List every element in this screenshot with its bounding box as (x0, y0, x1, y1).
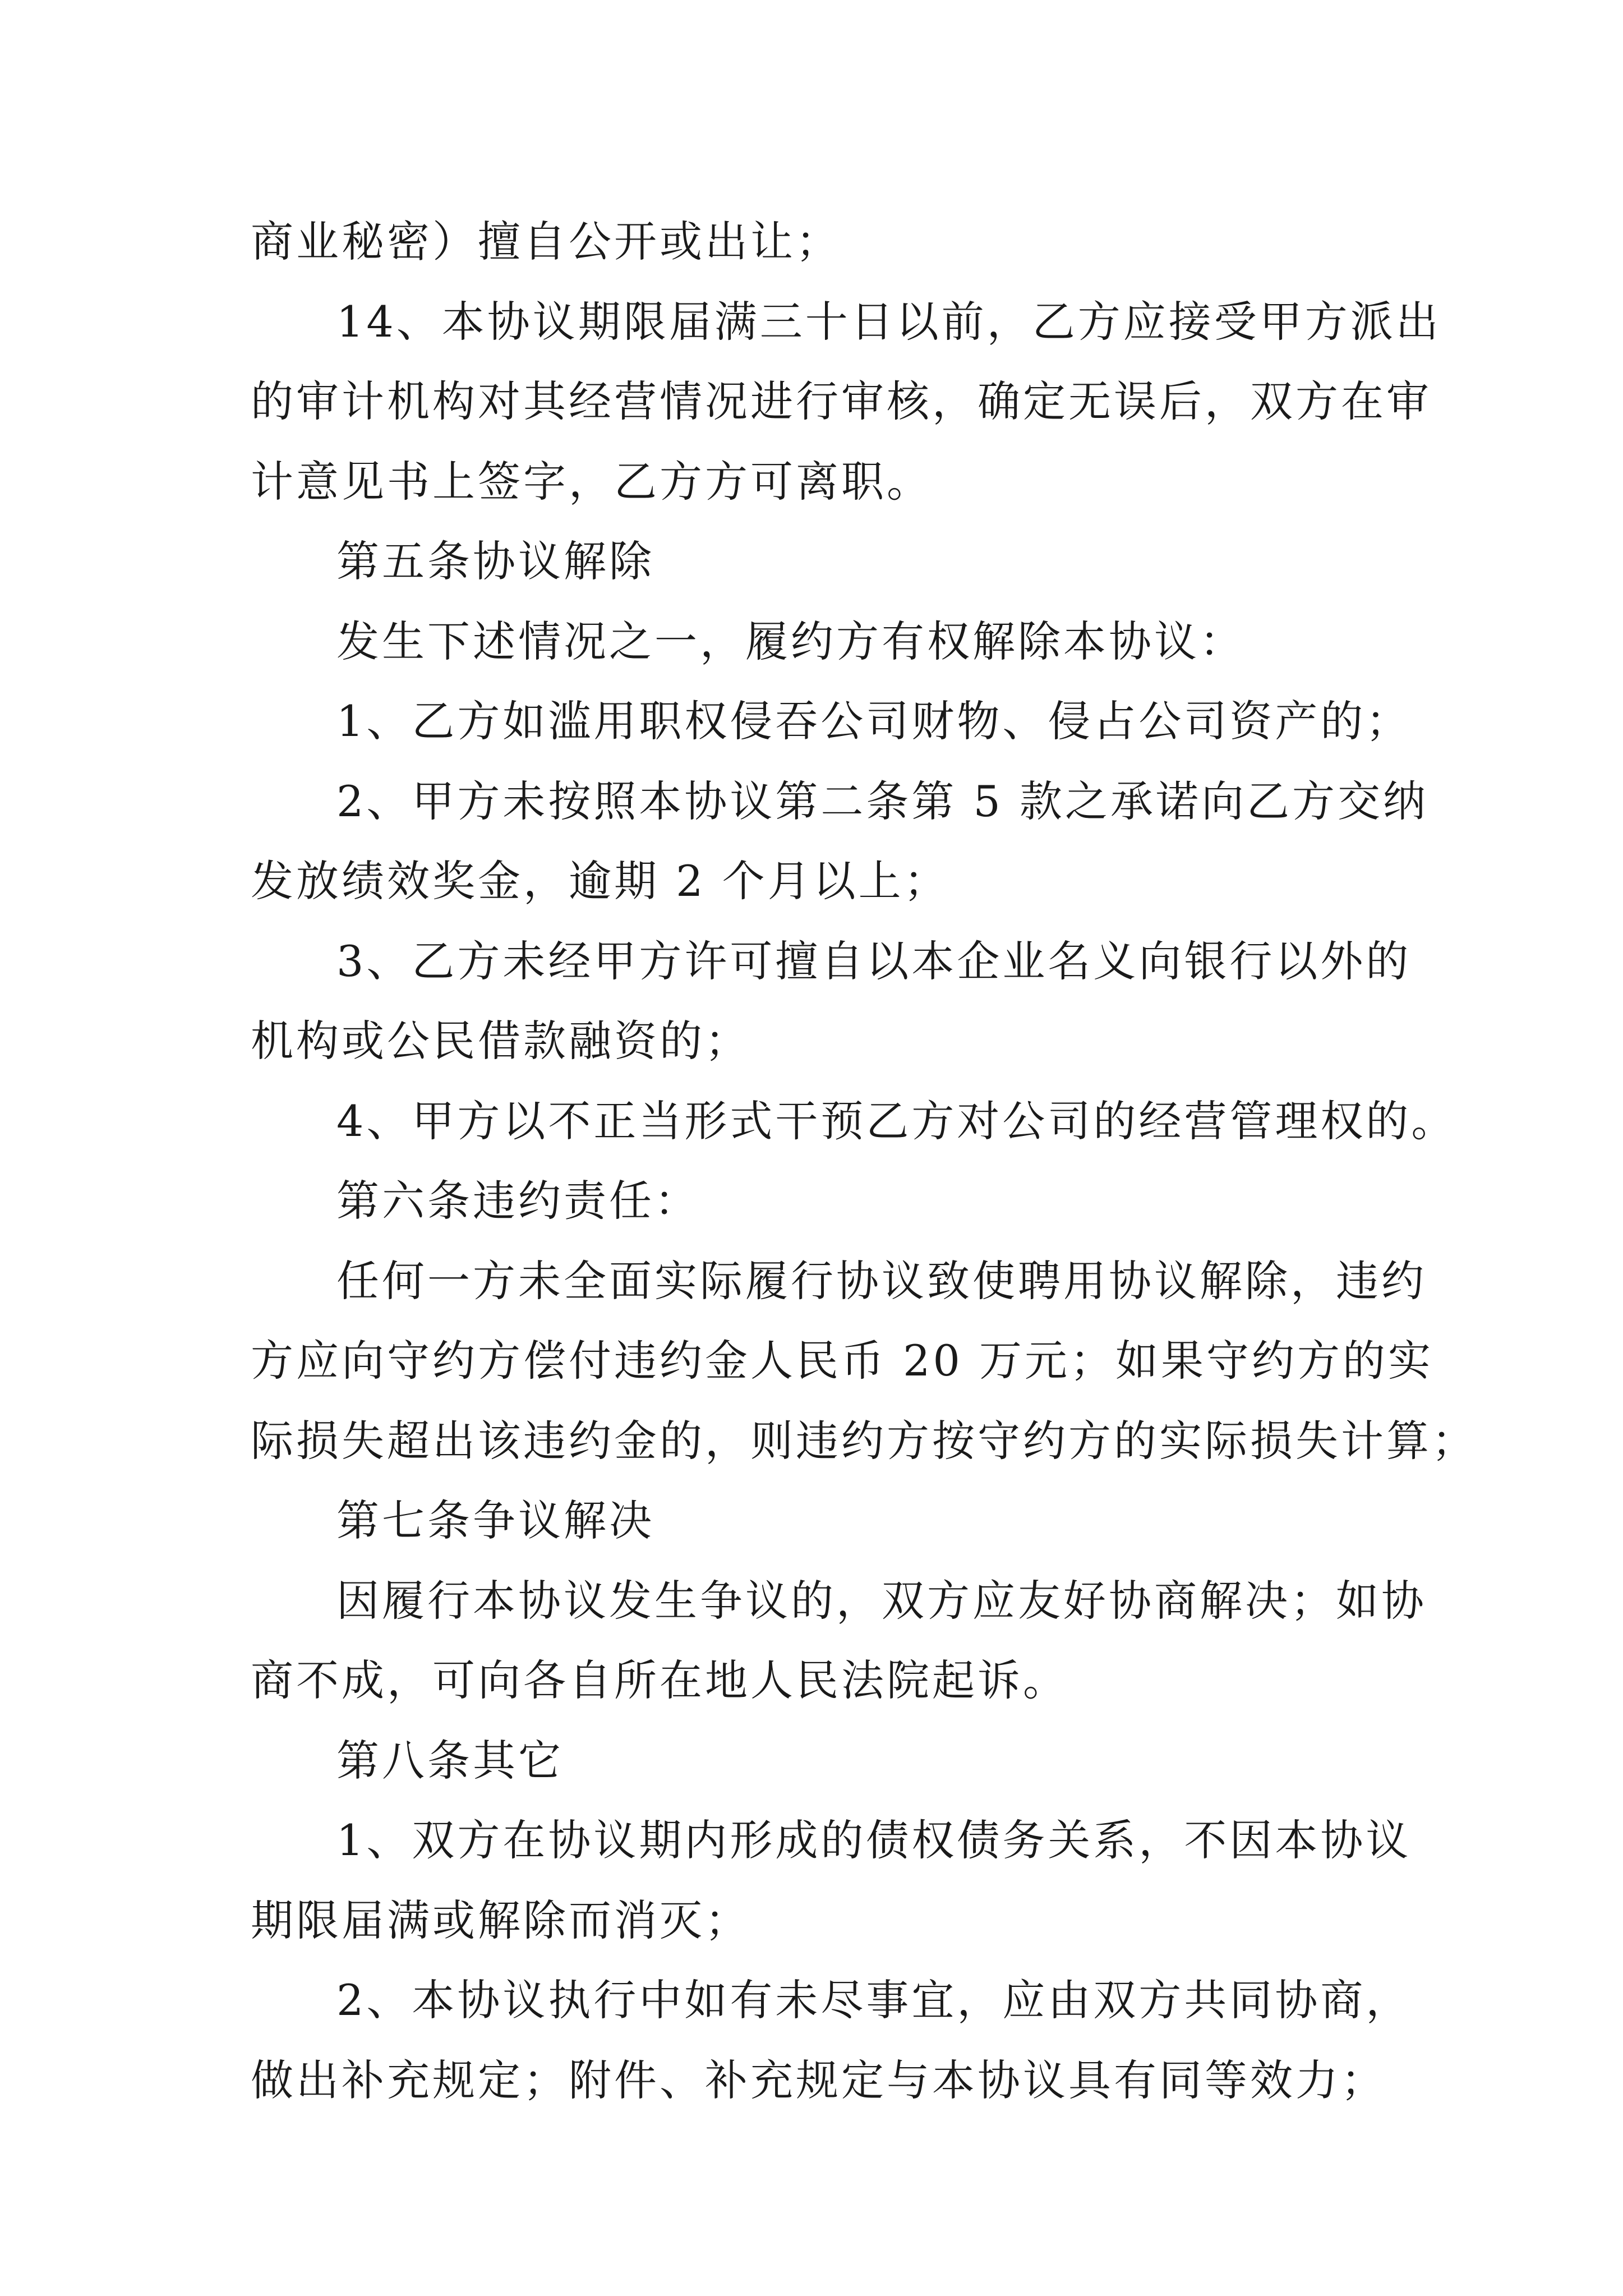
text-line-10: 3、乙方未经甲方许可擅自以本企业名义向银行以外的 (336, 936, 1412, 986)
text-line-22: 期限届满或解除而消灭； (251, 1895, 750, 1945)
section-heading-6: 第六条违约责任： (336, 1176, 700, 1226)
text-line-8: 2、甲方未按照本协议第二条第 5 款之承诺向乙方交纳 (336, 776, 1429, 826)
text-line-16: 际损失超出该违约金的，则违约方按守约方的实际损失计算； (251, 1416, 1477, 1466)
text-line-23: 2、本协议执行中如有未尽事宜，应由双方共同协商， (336, 1975, 1412, 2025)
text-line-18: 因履行本协议发生争议的，双方应友好协商解决；如协 (336, 1576, 1427, 1626)
text-line-21: 1、双方在协议期内形成的债权债务关系，不因本协议 (336, 1815, 1412, 1865)
text-line-14: 任何一方未全面实际履行协议致使聘用协议解除，违约 (336, 1256, 1427, 1306)
text-line-7: 1、乙方如滥用职权侵吞公司财物、侵占公司资产的； (336, 696, 1412, 746)
text-line-4: 计意见书上签字，乙方方可离职。 (251, 457, 932, 507)
text-line-3: 的审计机构对其经营情况进行审核，确定无误后，双方在审 (251, 376, 1432, 426)
section-heading-5: 第五条协议解除 (336, 536, 654, 586)
text-line-11: 机构或公民借款融资的； (251, 1016, 750, 1066)
text-line-1: 商业秘密）擅自公开或出让； (251, 217, 841, 266)
text-line-6: 发生下述情况之一，履约方有权解除本协议： (336, 616, 1245, 666)
text-line-24: 做出补充规定；附件、补充规定与本协议具有同等效力； (251, 2055, 1386, 2105)
text-line-2: 14、本协议期限届满三十日以前，乙方应接受甲方派出 (336, 297, 1441, 347)
section-heading-7: 第七条争议解决 (336, 1496, 654, 1545)
section-heading-8: 第八条其它 (336, 1736, 564, 1786)
text-line-9: 发放绩效奖金，逾期 2 个月以上； (251, 856, 949, 906)
text-line-15: 方应向守约方偿付违约金人民币 20 万元；如果守约方的实 (251, 1336, 1434, 1386)
text-line-12: 4、甲方以不正当形式干预乙方对公司的经营管理权的。 (336, 1096, 1457, 1146)
text-line-19: 商不成，可向各自所在地人民法院起诉。 (251, 1655, 1068, 1705)
